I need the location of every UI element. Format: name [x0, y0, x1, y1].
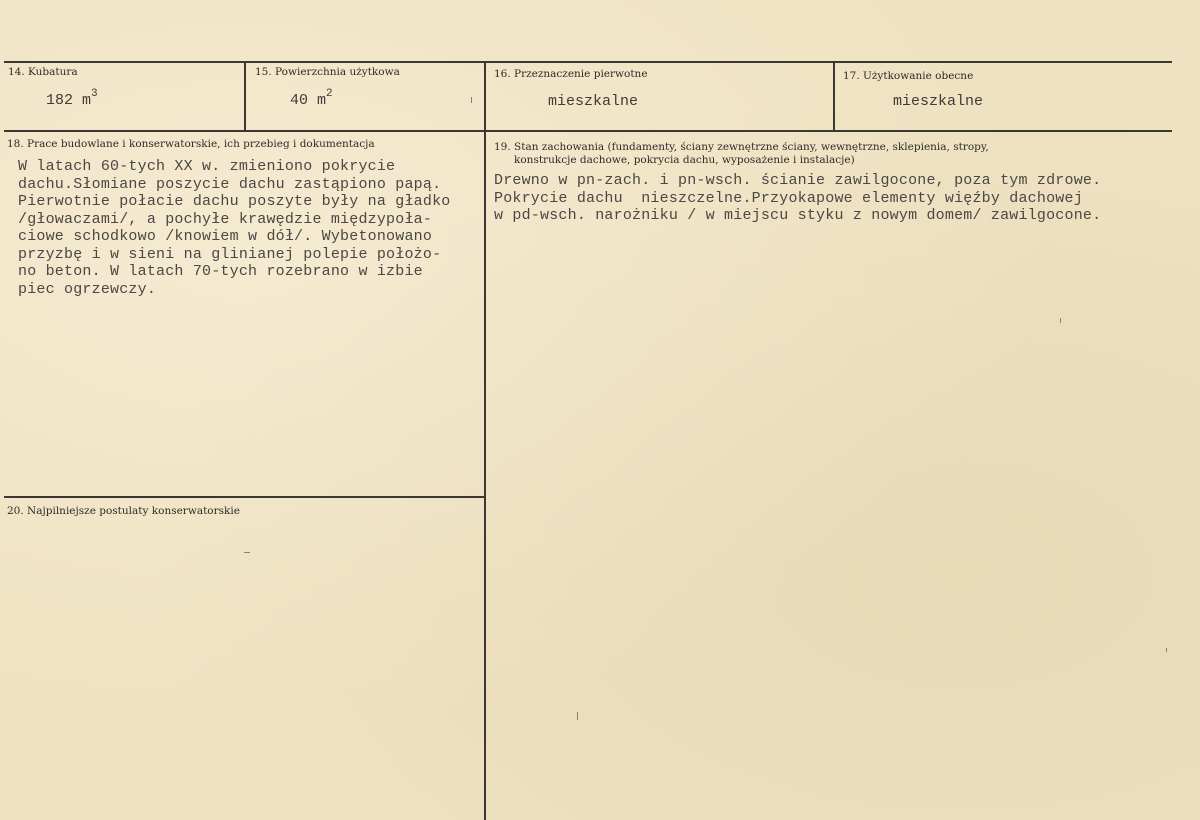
paper-speck [244, 552, 250, 553]
divider-14-15 [244, 62, 246, 131]
field-20-label: 20. Najpilniejsze postulaty konserwatorskie [7, 505, 240, 517]
field-17-value: mieszkalne [893, 93, 984, 110]
field-19-text: Drewno w pn-zach. i pn-wsch. ścianie zawilgocone, poza tym zdrowe. Pokrycie dachu nieszczelne.Przyokapowe elementy więźby dachowej w pd-wsch. narożniku / w miejscu styku z nowym domem/ zawilgocone. [494, 172, 1102, 224]
row1-bottom-rule [4, 130, 1172, 132]
field-14-number: 182 m [46, 92, 92, 109]
field-19-label-line2: konstrukcje dachowe, pokrycia dachu, wyposażenie i instalacje) [514, 154, 855, 166]
paper-speck [471, 97, 472, 103]
top-rule [4, 61, 1172, 63]
paper-speck [577, 712, 578, 720]
field-17-label: 17. Użytkowanie obecne [843, 70, 974, 82]
paper-speck [1166, 648, 1167, 652]
row2-bottom-rule-left [4, 496, 486, 498]
field-15-value [290, 90, 333, 109]
paper-speck [1060, 318, 1061, 323]
divider-15-16 [484, 62, 486, 820]
field-18-text: W latach 60-tych XX w. zmieniono pokrycie dachu.Słomiane poszycie dachu zastąpiono papą. Pierwotnie połacie dachu poszyte były na gładko /głowaczami/, a pochyłe krawędzie międzypoła- ciowe schodkowo /knowiem w dół/. Wybetonowano przyzbę i w sieni na glinianej polepie położo- no beton. W latach 70-tych rozebrano w izbie piec ogrzewczy. [18, 158, 451, 298]
field-14-unit-exponent: 3 [91, 88, 98, 100]
field-15-label: 15. Powierzchnia użytkowa [255, 66, 400, 78]
field-14-value [46, 90, 98, 109]
field-14-label: 14. Kubatura [8, 66, 78, 78]
field-16-value: mieszkalne [548, 93, 639, 110]
field-15-unit-exponent: 2 [326, 88, 333, 100]
field-18-label: 18. Prace budowlane i konserwatorskie, ich przebieg i dokumentacja [7, 138, 375, 150]
field-19-label-line1: 19. Stan zachowania (fundamenty, ściany zewnętrzne ściany, wewnętrzne, sklepienia, stropy, [494, 141, 989, 153]
field-16-label: 16. Przeznaczenie pierwotne [494, 68, 648, 80]
field-15-number: 40 m [290, 92, 327, 109]
divider-16-17 [833, 62, 835, 131]
